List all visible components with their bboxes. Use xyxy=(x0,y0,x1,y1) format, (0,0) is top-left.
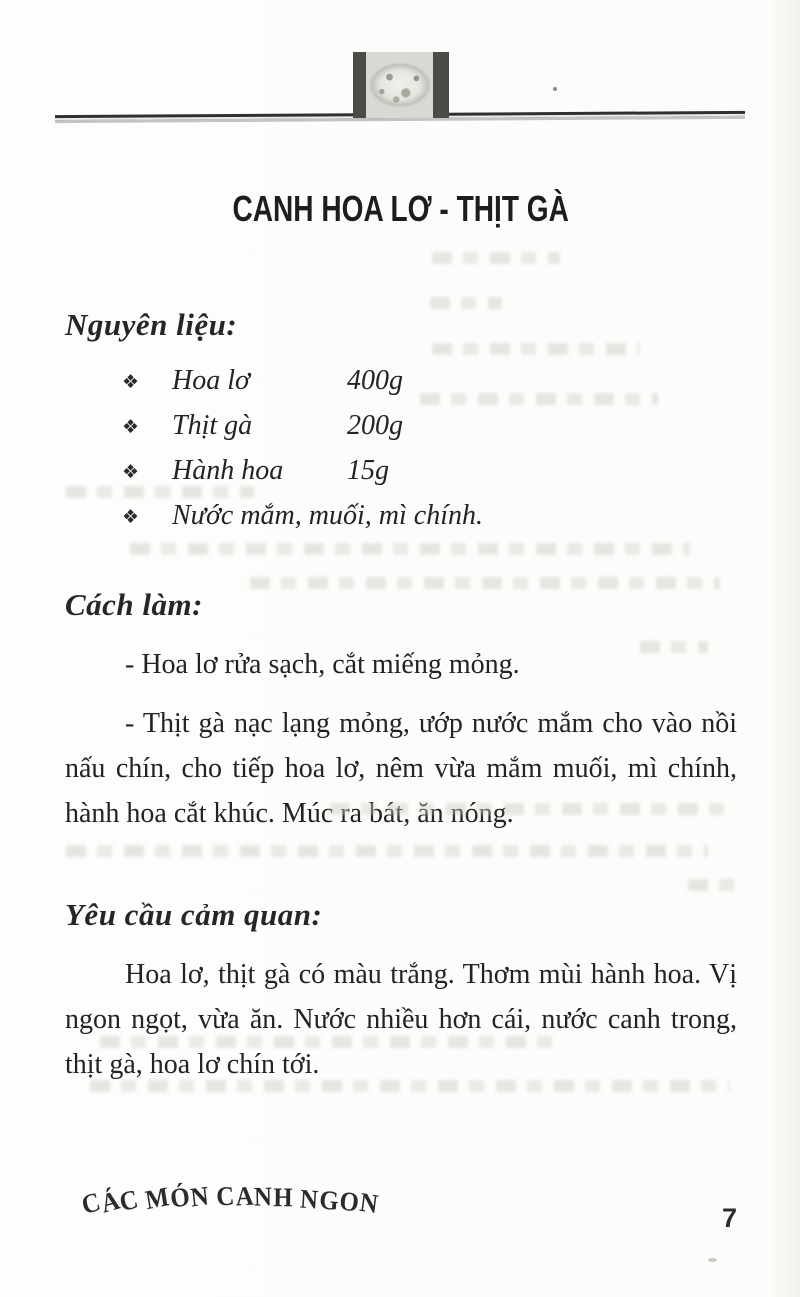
method-step: - Hoa lơ rửa sạch, cắt miếng mỏng. xyxy=(125,649,520,680)
method-heading: Cách làm: xyxy=(65,587,203,622)
ingredient-row xyxy=(65,493,737,538)
method-step: - Thịt gà nạc lạng mỏng, ướp nước mắm cho vào nồi nấu chín, cho tiếp hoa lơ, nêm vừa mắm muối, mì chính, hành hoa cắt khúc. Múc ra bát, ăn nóng. xyxy=(65,708,737,829)
ingredient-row xyxy=(65,358,737,403)
scan-speck xyxy=(708,1258,717,1262)
ingredient-row xyxy=(65,403,737,448)
ingredients-heading: Nguyên liệu: xyxy=(65,307,238,342)
ingredient-name: Hành hoa xyxy=(172,455,284,486)
series-logo: CÁC MÓN CANH NGON xyxy=(78,1180,381,1221)
ingredient-qty: 400g xyxy=(347,365,403,396)
ingredient-qty: 200g xyxy=(347,410,403,441)
sensory-paragraph: Hoa lơ, thịt gà có màu trắng. Thơm mùi hành hoa. Vị ngon ngọt, vừa ăn. Nước nhiều hơn cái, nước canh trong, thịt gà, hoa lơ chín tới. xyxy=(65,959,737,1080)
ingredient-name: Nước mắm, muối, mì chính. xyxy=(172,500,483,531)
ingredient-row xyxy=(65,448,737,493)
dish-photo xyxy=(353,52,449,118)
ingredients-list xyxy=(65,358,737,538)
diamond-bullet-icon: ❖ xyxy=(122,461,140,483)
recipe-title: CANH HOA LƠ - THỊT GÀ xyxy=(232,188,570,229)
ingredient-qty: 15g xyxy=(347,455,389,486)
sensory-heading: Yêu cầu cảm quan: xyxy=(65,897,323,932)
ingredient-name: Hoa lơ xyxy=(172,365,250,396)
diamond-bullet-icon: ❖ xyxy=(122,506,140,528)
diamond-bullet-icon: ❖ xyxy=(122,371,140,393)
diamond-bullet-icon: ❖ xyxy=(122,416,140,438)
page-number: 7 xyxy=(721,1203,737,1233)
ingredient-name: Thịt gà xyxy=(172,410,253,441)
